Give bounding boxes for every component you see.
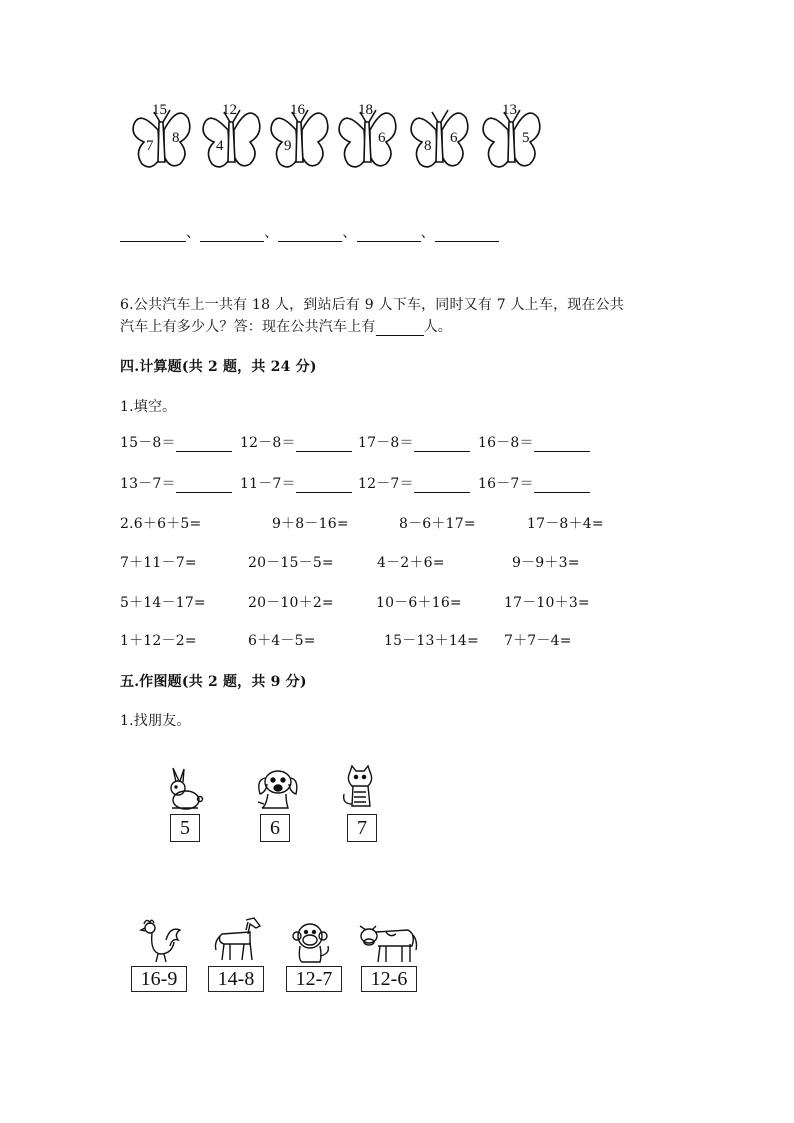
answer-blank[interactable] [534,478,590,493]
calc-problem: 15－13＋14= [384,633,479,649]
fill-equation [240,473,352,493]
separator: 、 [420,225,435,241]
equation-text: 16－8＝ [478,435,534,451]
answer-blank[interactable] [296,478,352,493]
number-box-5[interactable] [170,814,200,842]
butterfly-shape [411,110,468,167]
cow-icon [356,920,418,968]
box-number: 5 [180,817,190,839]
calc-problem: 20－15－5= [248,555,334,571]
butterflies-figure [118,98,548,178]
fill-equation [120,473,232,493]
fill-equation [358,432,470,452]
butterfly-number: 8 [172,130,180,146]
butterfly-number: 5 [522,130,530,146]
calc-problem: 7＋7－4= [504,633,572,649]
butterfly-number: 6 [450,130,458,146]
butterfly-number: 4 [216,138,224,154]
equation-text: 17－8＝ [358,435,414,451]
calc-problem: 17－10＋3= [504,595,590,611]
calc-problem: 2.6＋6＋5= [120,516,202,532]
butterfly-number: 16 [290,102,305,118]
box-expression: 12-6 [370,968,408,990]
question-6-text: 汽车上有多少人？答：现在公共汽车上有 [120,319,376,335]
fill-equation [478,473,590,493]
box-number: 7 [357,817,367,839]
horse-icon [212,914,264,968]
answer-blank[interactable] [435,227,499,242]
separator: 、 [342,225,357,241]
butterfly-number: 7 [146,138,154,154]
calc-problem: 8－6＋17= [399,516,476,532]
calc-problem: 17－8＋4= [527,516,604,532]
answer-blank[interactable] [357,227,421,242]
answer-blank[interactable] [414,437,470,452]
expression-box[interactable] [286,966,342,992]
answer-blank[interactable] [200,227,264,242]
separator: 、 [264,225,279,241]
box-expression: 16-9 [140,968,178,990]
equation-text: 12－7＝ [358,476,414,492]
butterfly-number: 12 [222,102,237,118]
expression-box[interactable] [208,966,264,992]
butterfly-number: 18 [358,102,373,118]
calc-problem: 20－10＋2= [248,595,334,611]
box-expression: 14-8 [217,968,255,990]
rabbit-icon [164,766,206,816]
butterfly-number: 15 [152,102,167,118]
calc-problem: 9－9＋3= [512,555,580,571]
box-expression: 12-7 [295,968,333,990]
calc-problem: 6＋4－5= [248,633,316,649]
answer-blank[interactable] [176,437,232,452]
section-title: 四.计算题(共 2 题，共 24 分) [120,359,317,375]
question-6-unit: 人。 [423,319,453,335]
fill-equation [478,432,590,452]
calc-problem: 7＋11－7= [120,555,197,571]
equation-text: 11－7＝ [240,476,296,492]
answer-blanks-row [120,222,499,242]
butterfly-number: 6 [378,130,386,146]
number-box-6[interactable] [260,814,290,842]
answer-blank[interactable] [176,478,232,493]
separator: 、 [186,225,201,241]
butterfly-number: 8 [424,138,432,154]
monkey-icon [288,920,336,968]
number-box-7[interactable] [347,814,377,842]
question-label: 1.填空。 [120,399,177,415]
expression-box[interactable] [361,966,417,992]
section-title: 五.作图题(共 2 题，共 9 分) [120,674,307,690]
calc-problem: 1＋12－2= [120,633,197,649]
equation-text: 12－8＝ [240,435,296,451]
answer-blank[interactable] [296,437,352,452]
fill-equation [240,432,352,452]
rooster-icon [136,916,186,970]
expression-box[interactable] [131,966,187,992]
answer-blank[interactable] [414,478,470,493]
equation-text: 13－7＝ [120,476,176,492]
fill-equation [358,473,470,493]
calc-problem: 9＋8－16= [272,516,349,532]
answer-blank[interactable] [534,437,590,452]
question-6-line1: 6.公共汽车上一共有 18 人，到站后有 9 人下车，同时又有 7 人上车，现在公共 [120,297,625,313]
equation-text: 16－7＝ [478,476,534,492]
equation-text: 15－8＝ [120,435,176,451]
question-6-line2 [120,316,452,336]
butterfly-number: 9 [284,138,292,154]
answer-blank[interactable] [278,227,342,242]
butterflies-drawing [118,98,548,178]
butterfly-number: 13 [502,102,517,118]
question-label: 1.找朋友。 [120,713,191,729]
calc-problem: 4－2＋6= [377,555,445,571]
box-number: 6 [270,817,280,839]
dog-icon [252,766,300,816]
answer-blank[interactable] [376,321,424,336]
calc-problem: 10－6＋16= [376,595,462,611]
fill-equation [120,432,232,452]
answer-blank[interactable] [120,227,186,242]
calc-problem: 5＋14－17= [120,595,206,611]
cat-icon [338,764,382,816]
